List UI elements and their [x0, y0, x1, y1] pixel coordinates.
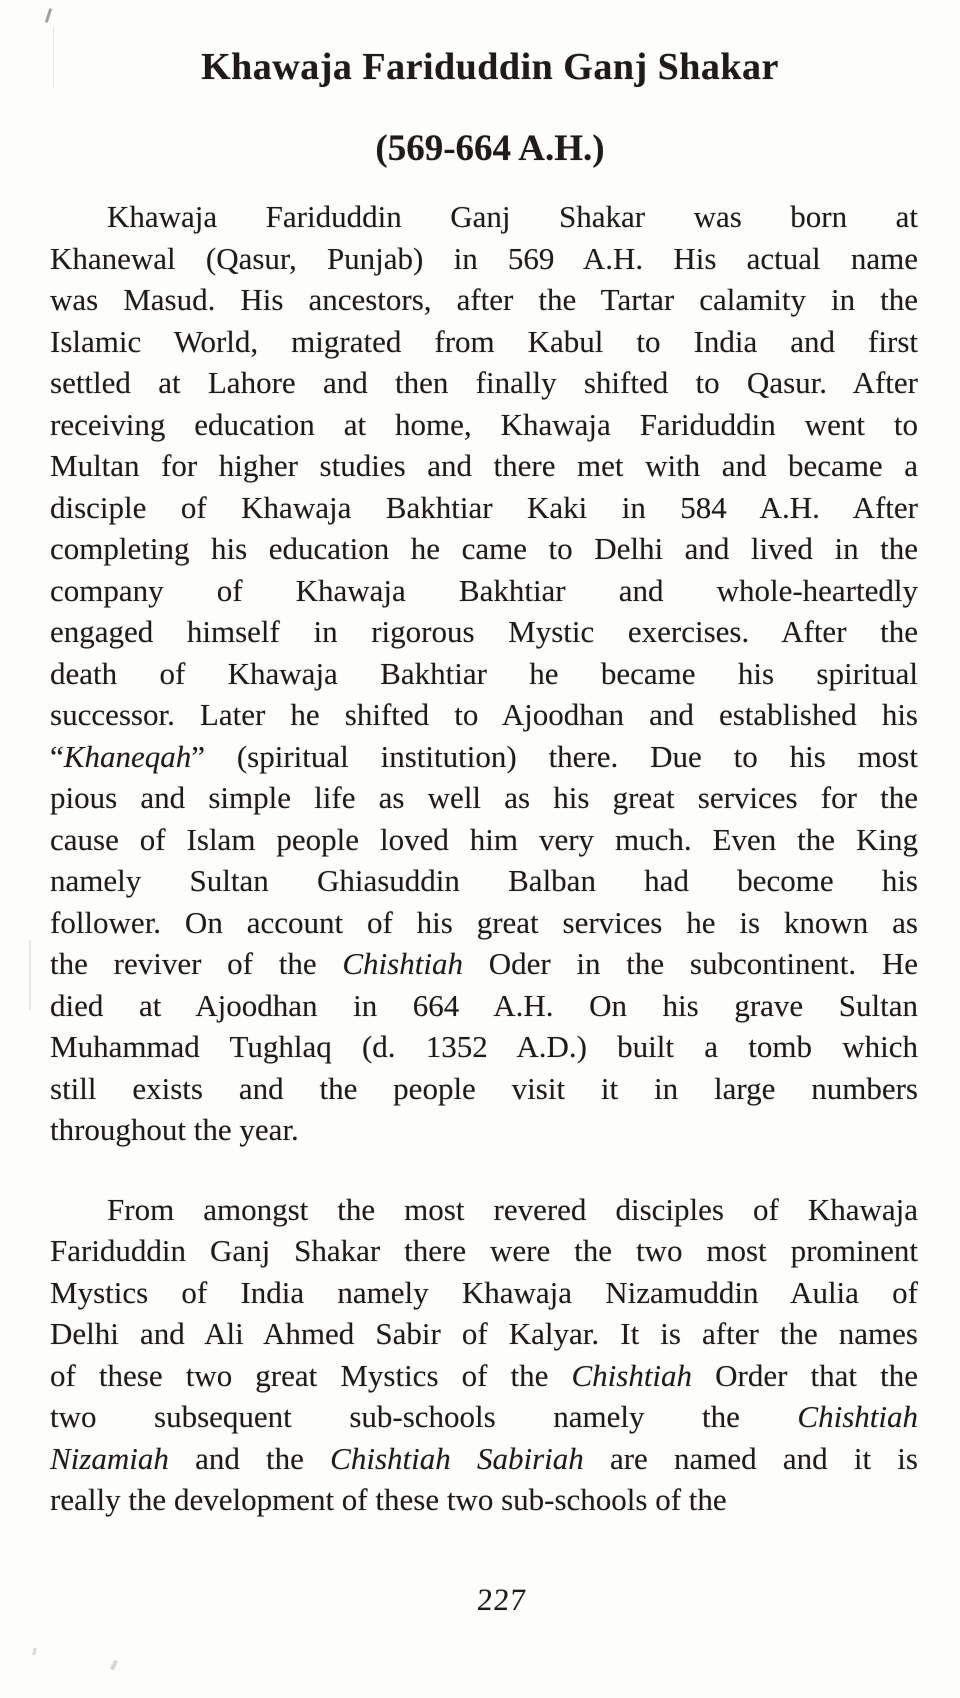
text-line: Delhi and Ali Ahmed Sabir of Kalyar. It is after the names: [50, 1316, 918, 1351]
page-title: Khawaja Fariduddin Ganj Shakar: [201, 46, 779, 88]
text-line: completing his education he came to Delhi and lived in the: [50, 531, 918, 566]
scan-artifact-tick: [45, 8, 52, 23]
text-line: “Khaneqah” (spiritual institution) there. Due to his most: [50, 738, 918, 774]
text-line: really the development of these two sub-schools of the: [50, 1482, 727, 1517]
text-line: Mystics of India namely Khawaja Nizamuddin Aulia of: [50, 1274, 918, 1310]
page-subtitle: (569-664 A.H.): [375, 128, 605, 169]
page-header: [50, 44, 918, 171]
text-line: still exists and the people visit it in large numbers: [50, 1070, 918, 1106]
text-line: From amongst the most revered disciples of Khawaja: [107, 1191, 918, 1227]
text-line: Nizamiah and the Chishtiah Sabiriah are named and it is: [50, 1440, 918, 1476]
text-line: namely Sultan Ghiasuddin Balban had become his: [50, 863, 918, 898]
text-line: successor. Later he shifted to Ajoodhan and established his: [50, 697, 918, 732]
page-number: 227: [476, 1581, 528, 1617]
text-line: death of Khawaja Bakhtiar he became his spiritual: [50, 655, 918, 691]
text-line: follower. On account of his great services he is known as: [50, 904, 918, 940]
paragraph: [50, 1189, 918, 1521]
text-line: throughout the year.: [50, 1112, 299, 1147]
text-line: was Masud. His ancestors, after the Tartar calamity in the: [50, 282, 918, 317]
text-line: Islamic World, migrated from Kabul to India and first: [50, 323, 918, 359]
text-line: receiving education at home, Khawaja Fariduddin went to: [50, 406, 918, 442]
text-line: company of Khawaja Bakhtiar and whole-heartedly: [50, 572, 918, 608]
text-line: Khanewal (Qasur, Punjab) in 569 A.H. His actual name: [50, 240, 918, 276]
text-line: Multan for higher studies and there met with and became a: [50, 448, 918, 483]
text-line: engaged himself in rigorous Mystic exercises. After the: [50, 614, 918, 649]
text-line: Khawaja Fariduddin Ganj Shakar was born at: [107, 199, 918, 234]
text-line: Fariduddin Ganj Shakar there were the two most prominent: [50, 1233, 918, 1268]
scan-artifact-speck: [110, 1660, 118, 1671]
text-line: disciple of Khawaja Bakhtiar Kaki in 584 A.H. After: [50, 489, 918, 525]
scan-artifact-speck: [32, 1648, 36, 1655]
text-line: cause of Islam people loved him very much. Even the King: [50, 821, 918, 857]
text-line: settled at Lahore and then finally shifted to Qasur. After: [50, 365, 918, 400]
text-line: two subsequent sub-schools namely the Chishtiah: [50, 1399, 918, 1434]
text-line: of these two great Mystics of the Chishtiah Order that the: [50, 1357, 918, 1393]
scan-artifact-smudge: [29, 940, 31, 1010]
text-line: died at Ajoodhan in 664 A.H. On his grave Sultan: [50, 987, 918, 1023]
paragraph: [50, 196, 918, 1151]
text-line: the reviver of the Chishtiah Oder in the subcontinent. He: [50, 946, 918, 981]
text-line: pious and simple life as well as his great services for the: [50, 780, 918, 815]
text-line: Muhammad Tughlaq (d. 1352 A.D.) built a tomb which: [50, 1029, 918, 1064]
body-text: [50, 196, 918, 1620]
